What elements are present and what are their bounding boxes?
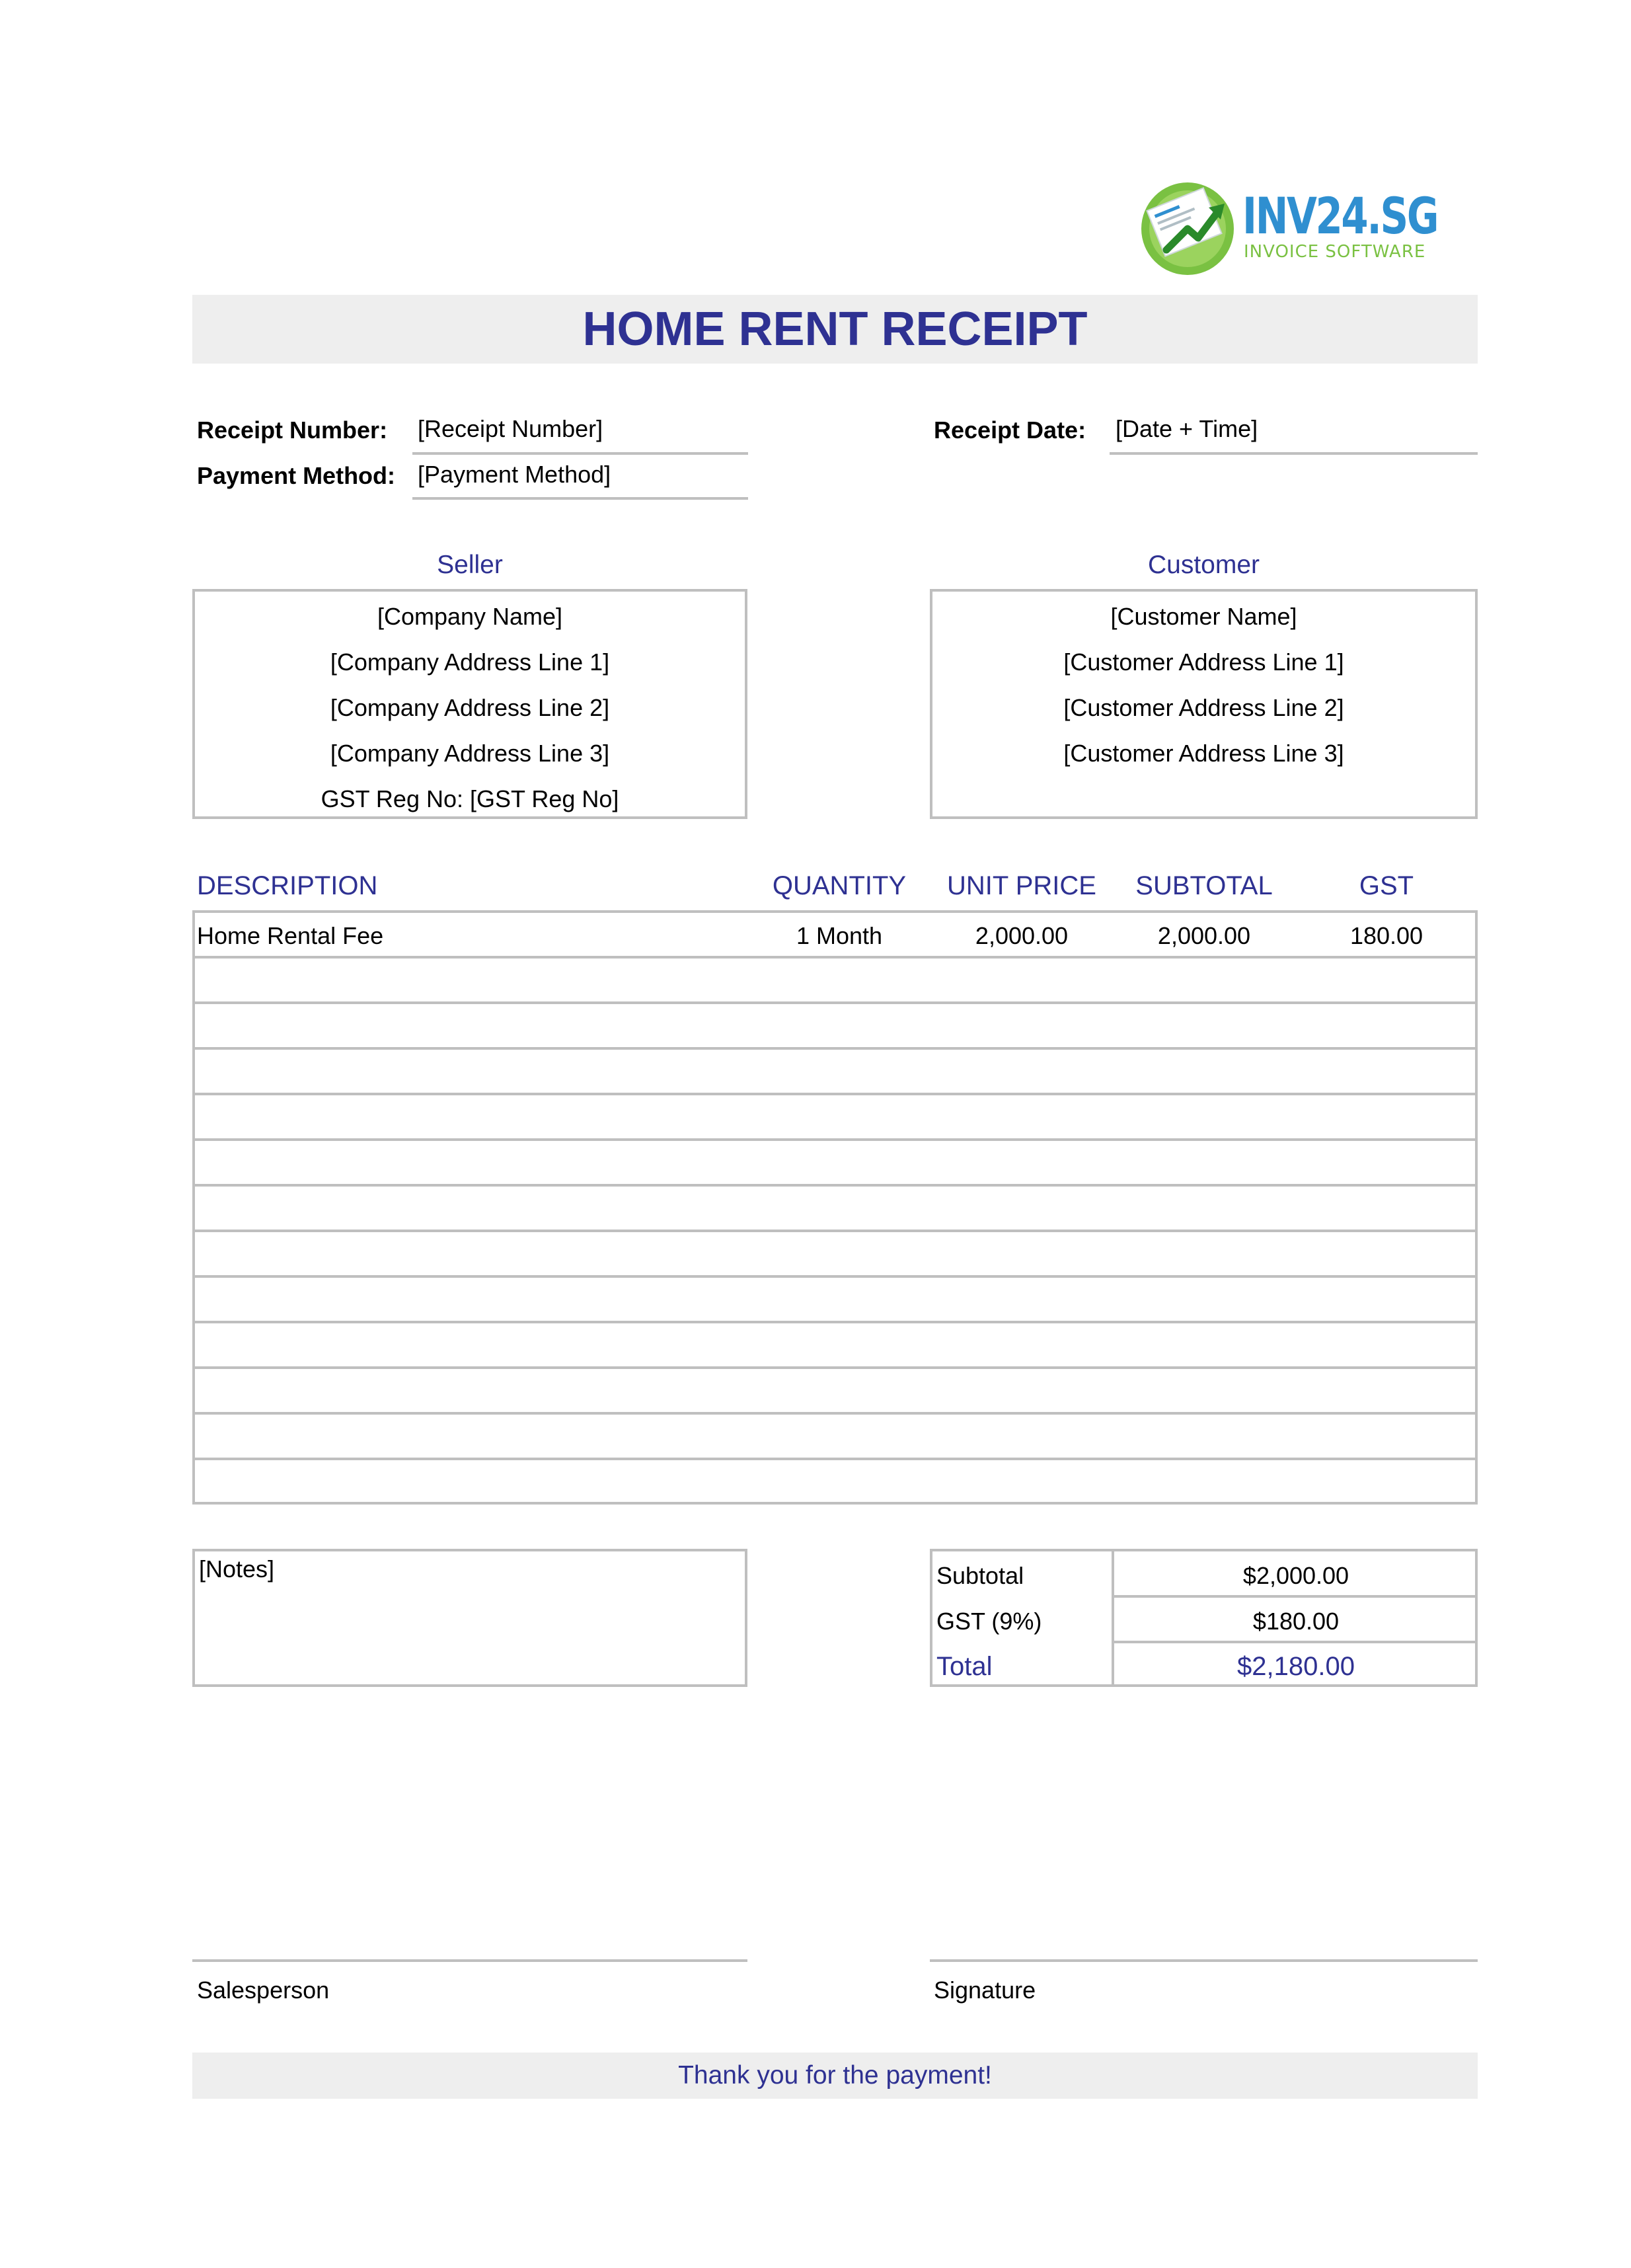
- receipt-date-field[interactable]: [Date + Time]: [1116, 415, 1258, 442]
- gst-value: $180.00: [1252, 1608, 1340, 1635]
- gst-label: GST (9%): [936, 1608, 1042, 1635]
- customer-address-line-1: [Customer Address Line 1]: [1063, 648, 1344, 676]
- logo-emblem-icon: [1140, 177, 1239, 276]
- column-header-gst: GST: [1359, 871, 1414, 900]
- seller-address-line-1: [Company Address Line 1]: [330, 648, 610, 676]
- receipt-number-field[interactable]: [Receipt Number]: [418, 415, 603, 442]
- payment-method-underline: [412, 497, 748, 500]
- notes-text: [Notes]: [199, 1555, 275, 1583]
- seller-box: [192, 589, 747, 819]
- column-header-unit-price: UNIT PRICE: [947, 871, 1096, 900]
- payment-method-field[interactable]: [Payment Method]: [418, 461, 611, 488]
- notes-box[interactable]: [192, 1549, 747, 1687]
- seller-company-name: [Company Name]: [377, 603, 563, 630]
- seller-heading: Seller: [437, 551, 503, 579]
- payment-method-label: Payment Method:: [197, 462, 396, 489]
- total-value: $2,180.00: [1237, 1652, 1355, 1681]
- receipt-number-underline: [412, 452, 748, 455]
- logo-tagline: INVOICE SOFTWARE: [1244, 242, 1426, 262]
- footer-message: Thank you for the payment!: [678, 2061, 992, 2090]
- subtotal-label: Subtotal: [936, 1562, 1024, 1589]
- column-header-subtotal: SUBTOTAL: [1135, 871, 1273, 900]
- subtotal-value: $2,000.00: [1242, 1562, 1349, 1589]
- row-subtotal: 2,000.00: [1157, 922, 1251, 949]
- signature-label: Signature: [934, 1976, 1036, 2004]
- seller-address-line-3: [Company Address Line 3]: [330, 740, 610, 767]
- table-row: [192, 913, 1478, 956]
- column-header-description: DESCRIPTION: [197, 871, 378, 900]
- page-title: HOME RENT RECEIPT: [582, 303, 1088, 356]
- row-description: Home Rental Fee: [197, 922, 384, 949]
- row-gst: 180.00: [1349, 922, 1423, 949]
- receipt-date-underline: [1110, 452, 1478, 455]
- seller-gst-reg-no: GST Reg No: [GST Reg No]: [321, 785, 619, 812]
- logo-brand-text: INV24.SG: [1242, 186, 1438, 245]
- salesperson-label: Salesperson: [197, 1976, 330, 2004]
- customer-box: [930, 589, 1478, 819]
- seller-address-line-2: [Company Address Line 2]: [330, 694, 610, 721]
- customer-address-line-3: [Customer Address Line 3]: [1063, 740, 1344, 767]
- receipt-date-label: Receipt Date:: [934, 416, 1086, 444]
- total-label: Total: [936, 1652, 993, 1681]
- salesperson-line: [192, 1959, 747, 1962]
- customer-heading: Customer: [1147, 551, 1260, 579]
- customer-address-line-2: [Customer Address Line 2]: [1063, 694, 1344, 721]
- totals-box: [930, 1549, 1478, 1687]
- column-header-quantity: QUANTITY: [772, 871, 907, 900]
- customer-name: [Customer Name]: [1110, 603, 1297, 630]
- receipt-number-label: Receipt Number:: [197, 416, 388, 444]
- row-quantity: 1 Month: [796, 922, 883, 949]
- signature-line: [930, 1959, 1478, 1962]
- items-table: [192, 910, 1478, 1505]
- row-unit-price: 2,000.00: [975, 922, 1069, 949]
